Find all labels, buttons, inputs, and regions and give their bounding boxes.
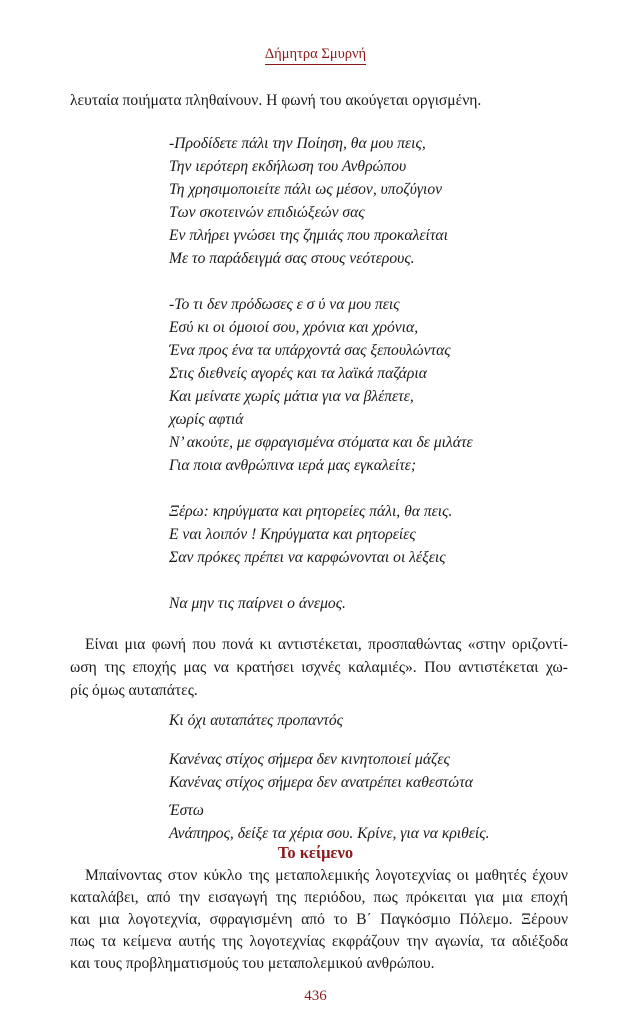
- paragraph-line: πως τα κείμενα αυτής της λογοτεχνίας εκφράζουν την αγωνία, τα αδιέξοδα: [70, 933, 568, 950]
- verse-line: Τη χρησιμοποιείτε πάλι ως μέσον, υποζύγιον: [169, 181, 443, 198]
- verse-line: Των σκοτεινών επιδιώξεών σας: [169, 204, 365, 221]
- paragraph-line: ρίς όμως αυταπάτες.: [70, 682, 198, 699]
- intro-line: λευταία ποιήματα πληθαίνουν. Η φωνή του ακούγεται οργισμένη.: [70, 92, 482, 109]
- verse-line: -Το τι δεν πρόδωσες ε σ ύ να μου πεις: [169, 296, 400, 313]
- verse-line: Στις διεθνείς αγορές και τα λαϊκά παζάρια: [169, 365, 427, 382]
- paragraph-line: και τους προβληματισμούς του μεταπολεμικού ανθρώπου.: [70, 955, 435, 972]
- verse-line: Για ποια ανθρώπινα ιερά μας εγκαλείτε;: [169, 457, 417, 474]
- running-head-title: Δήμητρα Σμυρνή: [265, 46, 366, 65]
- running-head: [0, 46, 631, 65]
- verse-line: Την ιερότερη εκδήλωση του Ανθρώπου: [169, 158, 407, 175]
- verse-line: Ανάπηρος, δείξε τα χέρια σου. Κρίνε, για να κριθείς.: [169, 825, 490, 842]
- verse-line: Και μείνατε χωρίς μάτια για να βλέπετε,: [169, 388, 414, 405]
- verse-line: Ένα προς ένα τα υπάρχοντά σας ξεπουλώντας: [169, 342, 451, 359]
- verse-line: χωρίς αφτιά: [169, 411, 244, 428]
- verse-line: Έστω: [169, 802, 204, 819]
- verse-line: Κανένας στίχος σήμερα δεν κινητοποιεί μάζες: [169, 751, 450, 768]
- paragraph-line: καταλάβει, από την εισαγωγή της περιόδου, πως πρόκειται για μια εποχή: [70, 889, 568, 906]
- verse-line: -Προδίδετε πάλι την Ποίηση, θα μου πεις,: [169, 135, 426, 152]
- page-number: 436: [304, 988, 327, 1004]
- verse-line: Ε ναι λοιπόν ! Κηρύγματα και ρητορείες: [169, 526, 416, 543]
- paragraph-line: ωση της εποχής μας να κρατήσει ισχνές καλαμιές». Που αντιστέκεται χω-: [70, 659, 568, 676]
- verse-line: Κανένας στίχος σήμερα δεν ανατρέπει καθεστώτα: [169, 774, 473, 791]
- section-title: Το κείμενο: [277, 843, 354, 862]
- verse-line: Ν’ ακούτε, με σφραγισμένα στόματα και δε μιλάτε: [169, 434, 473, 451]
- verse-line: Κι όχι αυταπάτες προπαντός: [169, 712, 343, 729]
- verse-line: Να μην τις παίρνει ο άνεμος.: [169, 595, 346, 612]
- verse-line: Ξέρω: κηρύγματα και ρητορείες πάλι, θα πεις.: [169, 503, 453, 520]
- paragraph-line: και μια λογοτεχνία, σφραγισμένη από το Β΄ Παγκόσμιο Πόλεμο. Ξέρουν: [70, 911, 568, 928]
- verse-line: Με το παράδειγμά σας στους νεότερους.: [169, 250, 415, 267]
- verse-line: Εσύ κι οι όμοιοί σου, χρόνια και χρόνια,: [169, 319, 419, 336]
- verse-line: Σαν πρόκες πρέπει να καρφώνονται οι λέξεις: [169, 549, 446, 566]
- paragraph-line: Είναι μια φωνή που πονά κι αντιστέκεται, προσπαθώντας «στην οριζοντί-: [85, 636, 568, 653]
- paragraph-line: Μπαίνοντας στον κύκλο της μεταπολεμικής λογοτεχνίας οι μαθητές έχουν: [85, 867, 568, 884]
- verse-line: Εν πλήρει γνώσει της ζημιάς που προκαλείται: [169, 227, 448, 244]
